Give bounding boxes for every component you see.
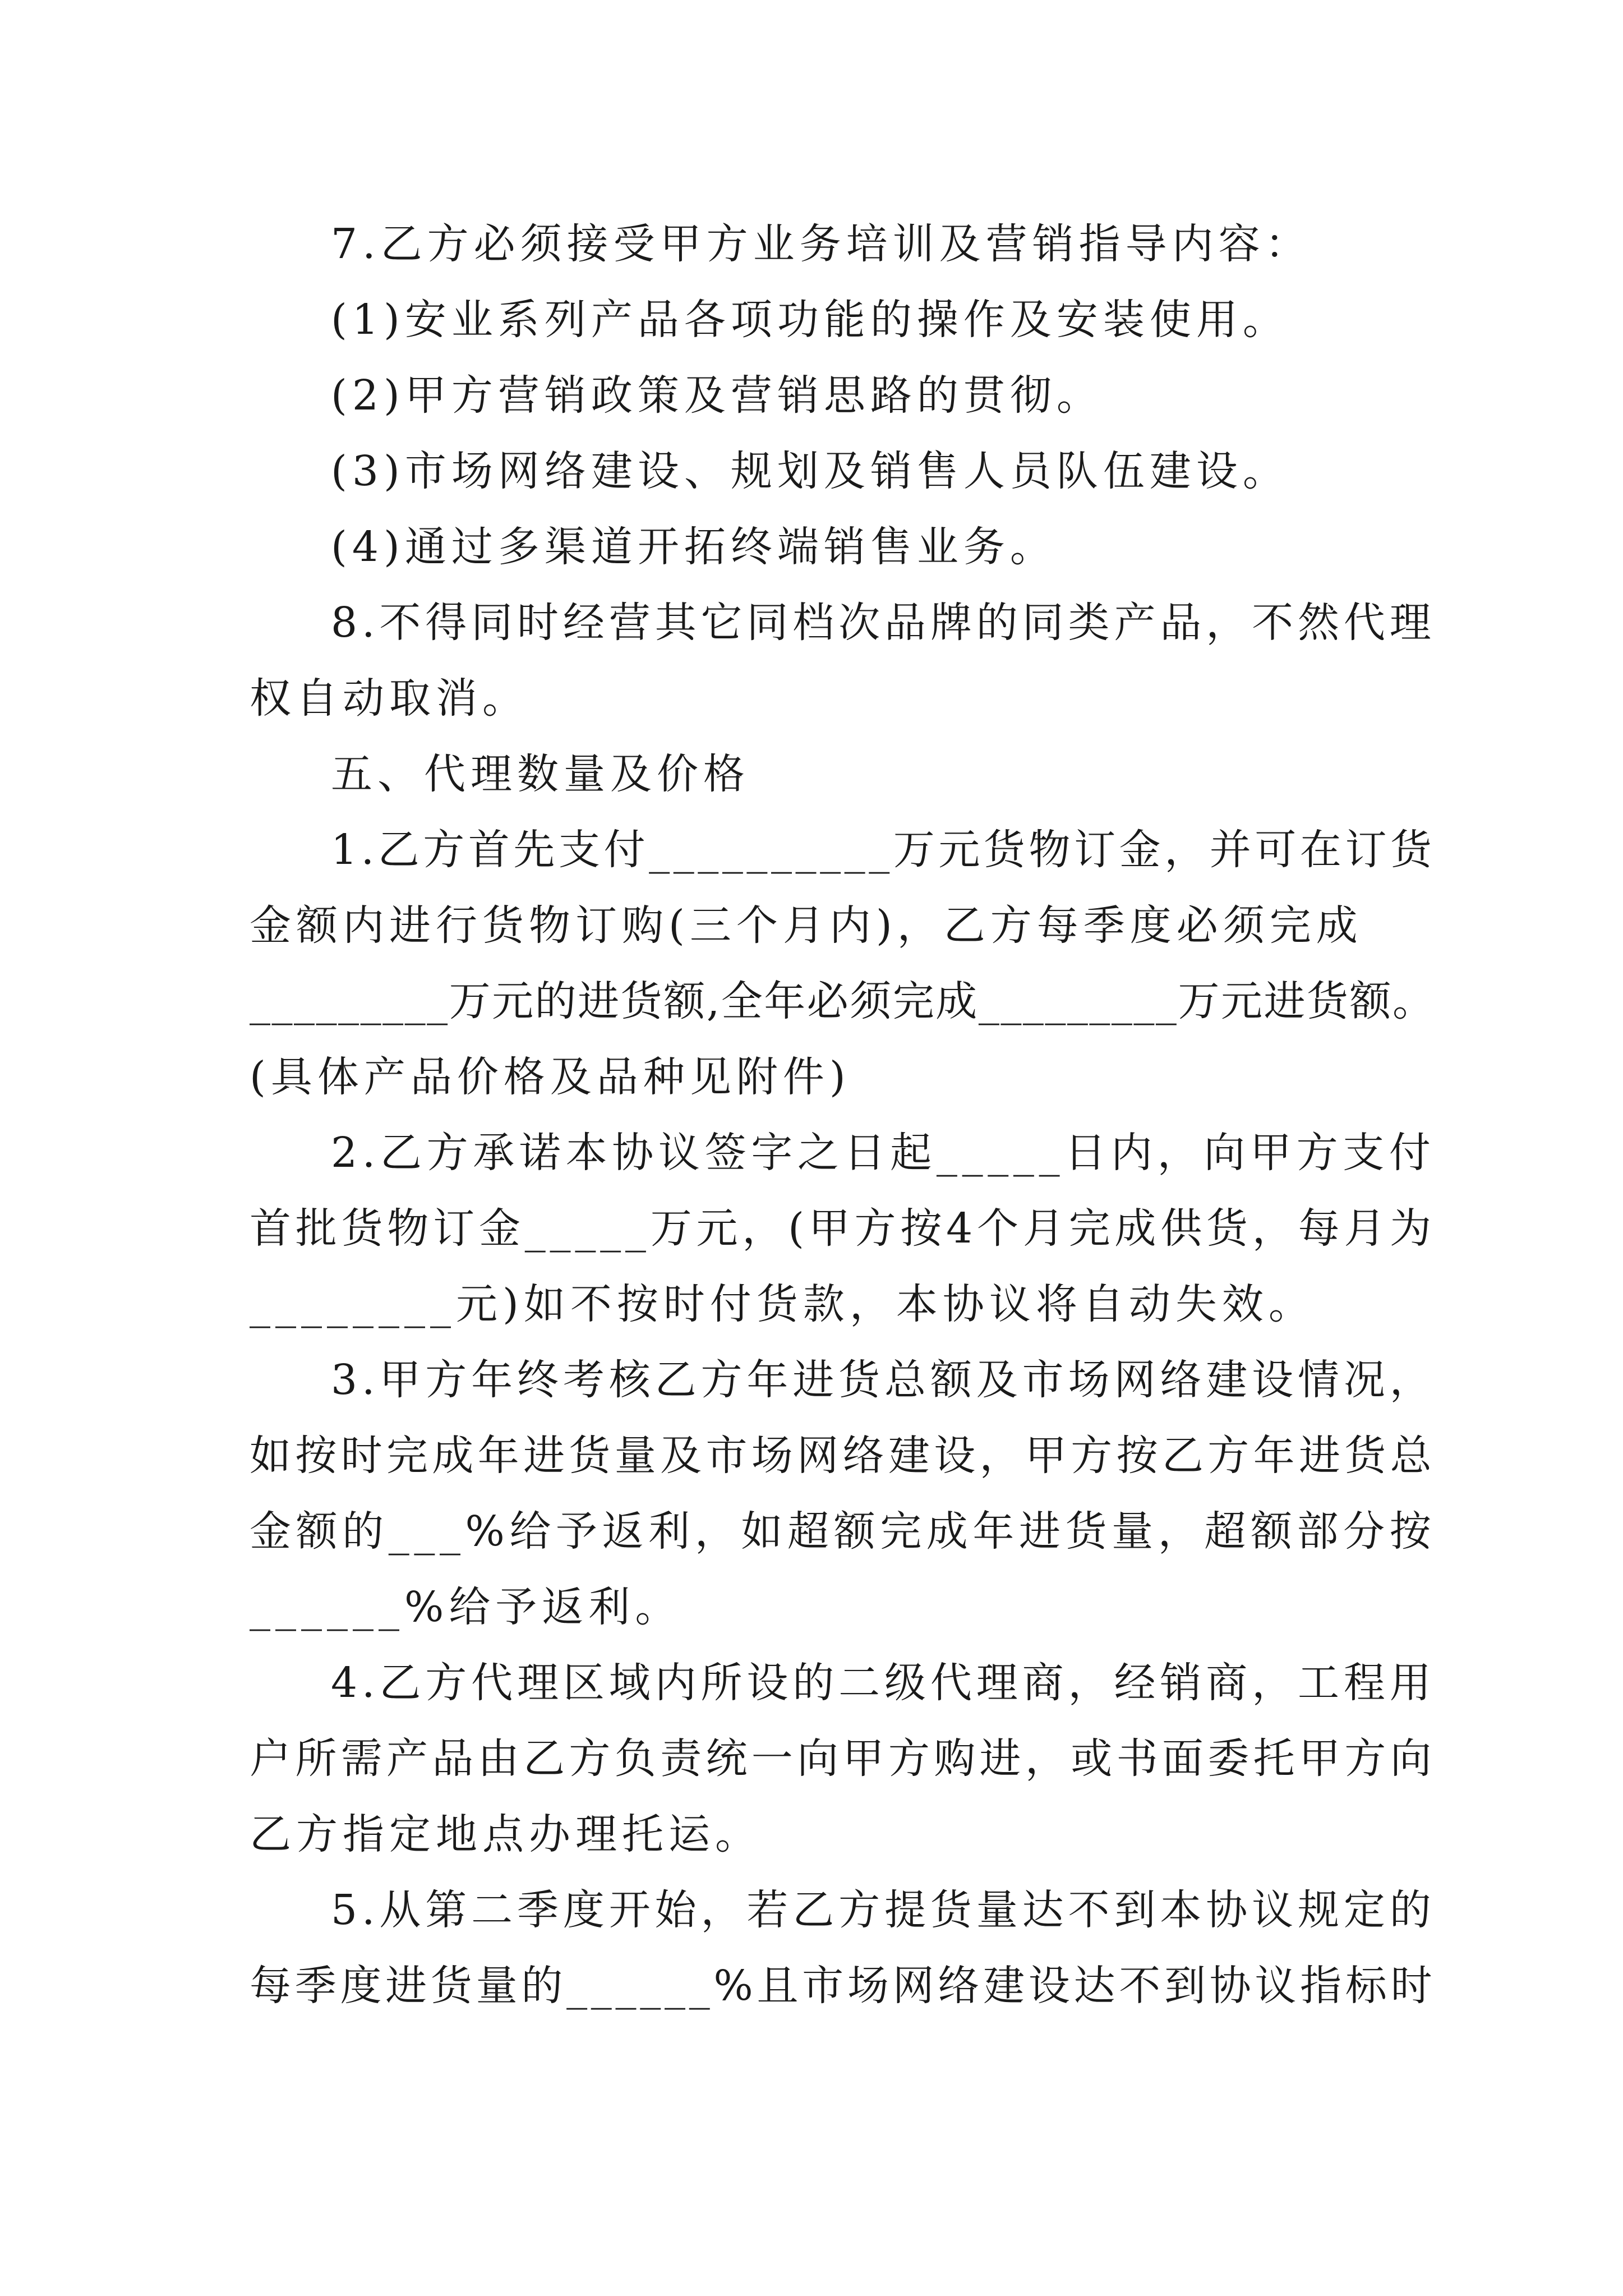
clause-5-5-line-2: 每季度进货量的______%且市场网络建设达不到协议指标时	[250, 1962, 1436, 2010]
clause-8-line-1: 8.不得同时经营其它同档次品牌的同类产品，不然代理	[331, 599, 1436, 647]
clause-7-heading: 7.乙方必须接受甲方业务培训及营销指导内容：	[331, 220, 1312, 268]
clause-7-item-4: (4)通过多渠道开拓终端销售业务。	[331, 523, 1057, 571]
clause-7-item-2: (2)甲方营销政策及营销思路的贯彻。	[331, 371, 1103, 420]
clause-5-2-line-3: ________元)如不按时付货款，本协议将自动失效。	[250, 1280, 1315, 1328]
clause-8-line-2: 权自动取消。	[250, 674, 529, 723]
clause-5-5-line-1: 5.从第二季度开始，若乙方提货量达不到本协议规定的	[331, 1886, 1436, 1934]
clause-5-4-line-1: 4.乙方代理区域内所设的二级代理商，经销商，工程用	[331, 1659, 1436, 1707]
clause-7-item-1: (1)安业系列产品各项功能的操作及安装使用。	[331, 296, 1289, 344]
clause-5-3-line-2: 如按时完成年进货量及市场网络建设，甲方按乙方年进货总	[250, 1432, 1436, 1480]
clause-5-1-line-4: (具体产品价格及品种见附件)	[250, 1053, 851, 1101]
clause-7-item-3: (3)市场网络建设、规划及销售人员队伍建设。	[331, 447, 1289, 495]
section-5-heading: 五、代理数量及价格	[331, 750, 750, 798]
clause-5-2-line-1: 2.乙方承诺本协议签字之日起_____日内，向甲方支付	[331, 1129, 1436, 1177]
clause-5-4-line-3: 乙方指定地点办理托运。	[250, 1810, 762, 1858]
clause-5-1-line-1: 1.乙方首先支付__________万元货物订金，并可在订货	[331, 826, 1436, 874]
clause-5-2-line-2: 首批货物订金_____万元，(甲方按4个月完成供货，每月为	[250, 1204, 1436, 1253]
clause-5-1-line-2: 金额内进行货物订购(三个月内)，乙方每季度必须完成	[250, 901, 1363, 950]
clause-5-3-line-3: 金额的___%给予返利，如超额完成年进货量，超额部分按	[250, 1507, 1436, 1556]
clause-5-1-line-3: _________万元的进货额,全年必须完成_________万元进货额。	[250, 977, 1436, 1025]
clause-5-4-line-2: 户所需产品由乙方负责统一向甲方购进，或书面委托甲方向	[250, 1734, 1436, 1783]
clause-5-3-line-1: 3.甲方年终考核乙方年进货总额及市场网络建设情况，	[331, 1356, 1436, 1404]
clause-5-3-line-4: ______%给予返利。	[250, 1583, 682, 1631]
